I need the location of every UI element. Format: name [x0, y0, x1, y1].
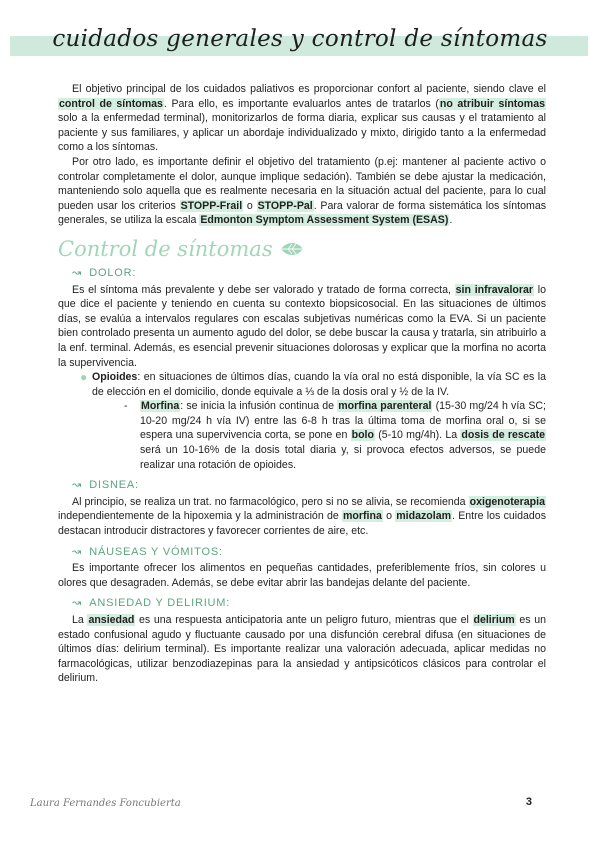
- dash-icon: -: [124, 400, 128, 413]
- document-body: [58, 82, 546, 686]
- page-number: 3: [525, 796, 532, 808]
- footer-author: Laura Fernandes Foncubierta: [30, 798, 181, 809]
- bullet-icon: ●: [80, 370, 88, 385]
- arrow-icon: ↝: [72, 479, 82, 492]
- page-title: cuidados generales y control de síntomas: [52, 26, 548, 52]
- section-title: Control de síntomas: [58, 236, 273, 261]
- nauseas-paragraph: Es importante ofrecer los alimentos en pequeñas cantidades, preferiblemente fríos, sin colores u olores que desagraden. Además, se debe evitar abrir las bandejas delante del paciente.: [58, 562, 546, 589]
- section-heading: [58, 236, 546, 261]
- subheading-nauseas: ↝ NÁUSEAS Y VÓMITOS:: [72, 545, 223, 558]
- subheading-dolor: ↝ DOLOR:: [72, 266, 137, 279]
- disnea-paragraph: Al principio, se realiza un trat. no farmacológico, pero si no se alivia, se recomienda oxigenoterapia independientemente de la hipoxemia y la administración de morfina o midazolam. Entre los cuidados destacan introducir distractores y favorecer corrientes de aire, etc.: [58, 495, 546, 538]
- list-item-morfina: - Morfina: se inicia la infusión continua de morfina parenteral (15-30 mg/24 h vía SC; 10-20 mg/24 h vía IV) entre las 6-8 h tras la última toma de morfina oral o, si se espera una supervivencia corta, se pone en bolo (5-10 mg/4h). La dosis de rescate será un 10-16% de la dosis total diaria y, si provoca efectos adversos, se puede realizar una rotación de opioides.: [124, 400, 546, 471]
- leaf-icon: [279, 240, 305, 258]
- arrow-icon: ↝: [72, 597, 82, 610]
- dolor-paragraph: Es el síntoma más prevalente y debe ser valorado y tratado de forma correcta, sin infravalorar lo que dice el paciente y teniendo en cuenta su contexto biopsicosocial. En las situaciones de últimos días, se evalúa a intervalos regulares con escalas subjetivas numéricas como la EVA. Si un paciente bien controlado presenta un aumento agudo del dolor, se debe buscar la causa y tratarla, sin atribuirlo a la enf. terminal. Además, es esencial prevenir situaciones dolorosas y explicar que la morfina no acorta la supervivencia.: [58, 283, 546, 369]
- arrow-icon: ↝: [72, 545, 82, 558]
- arrow-icon: ↝: [72, 266, 82, 279]
- intro-paragraph-2: Por otro lado, es importante definir el objetivo del tratamiento (p.ej: mantener al paciente activo o controlar completamente el dolor, aunque implique sedación). También se debe ajustar la medicación, manteniendo solo aquella que es realmente necesaria en la situación actual del paciente, para lo cual pueden usar los criterios STOPP-Frail o STOPP-Pal. Para valorar de forma sistemática los síntomas generales, se utiliza la escala Edmonton Symptom Assessment System (ESAS).: [58, 155, 547, 227]
- ansiedad-paragraph: La ansiedad es una respuesta anticipatoria ante un peligro futuro, mientras que el delirium es un estado confusional agudo y fluctuante causado por una disfunción cerebral difusa (en situaciones de últimos días: delirium terminal). Es importante realizar una valoración adecuada, aplicar medidas no farmacológicas, utilizar benzodiazepinas para la ansiedad y antipsicóticos clásicos para controlar el delirium.: [58, 614, 546, 685]
- list-item-opioides: ● Opioides: en situaciones de últimos días, cuando la vía oral no está disponible, la vía SC es la de elección en el domicilio, donde equivale a ⅓ de la dosis oral y ½ de la IV.: [80, 370, 546, 398]
- subheading-disnea: ↝ DISNEA:: [72, 479, 139, 492]
- subheading-ansiedad: ↝ ANSIEDAD Y DELIRIUM:: [72, 597, 231, 610]
- intro-paragraph-1: El objetivo principal de los cuidados paliativos es proporcionar confort al paciente, siendo clave el control de síntomas. Para ello, es importante evaluarlos antes de tratarlos (no atribuir síntomas solo a la enfermedad terminal), monitorizarlos de forma diaria, explicar sus causas y el tratamiento al paciente y sus familiares, y aplicar un abordaje individualizado y mixto, dirigido tanto a la enfermedad como a los síntomas.: [58, 83, 546, 154]
